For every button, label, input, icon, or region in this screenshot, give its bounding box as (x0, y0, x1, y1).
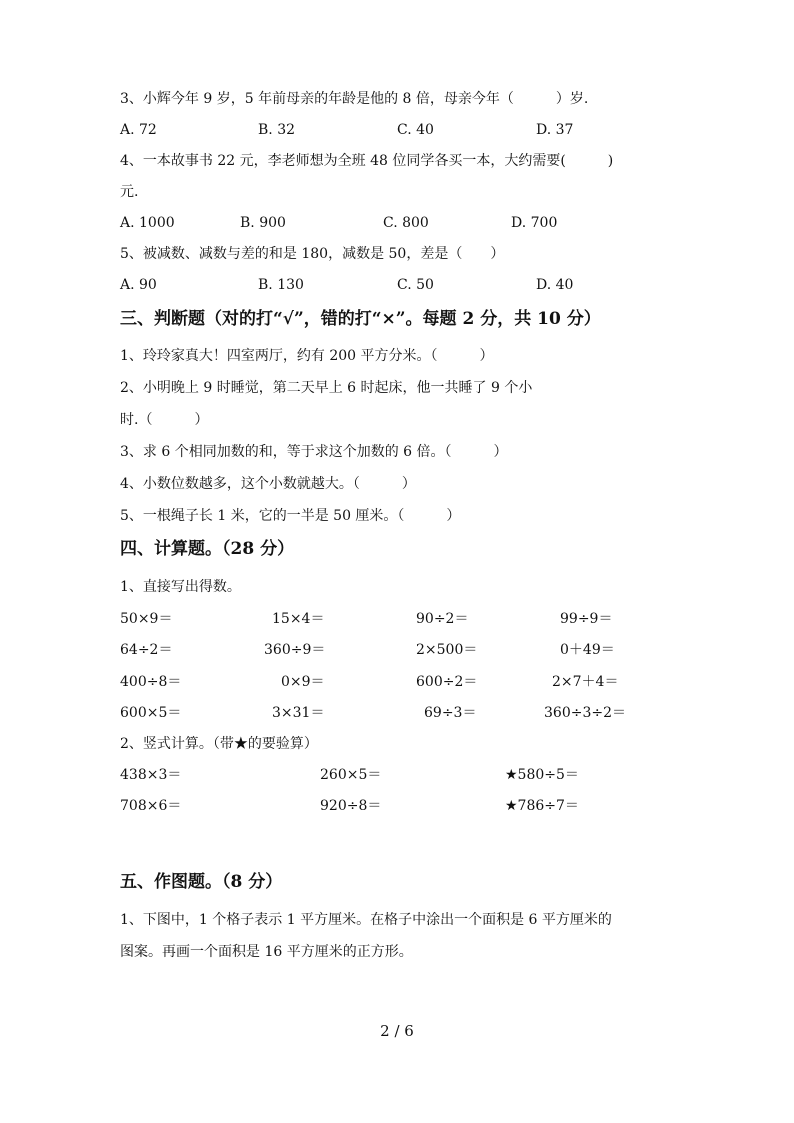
drawing-question-line-1: 1、下图中，1 个格子表示 1 平方厘米。在格子中涂出一个面积是 6 平方厘米的 (120, 912, 612, 928)
question-5-text: 5、被减数、减数与差的和是 180，减数是 50，差是（ ） (120, 246, 505, 262)
q5-option-a: A. 90 (120, 277, 157, 293)
q3-option-d: D. 37 (536, 122, 574, 138)
calc-r2-c2: 360÷9＝ (264, 642, 326, 658)
vertical-r1-c1: 438×3＝ (120, 767, 182, 783)
vertical-calc-label: 2、竖式计算。（带★的要验算） (120, 736, 318, 752)
calc-r4-c2: 3×31＝ (272, 705, 325, 721)
q3-option-b: B. 32 (258, 122, 296, 138)
calc-r1-c2: 15×4＝ (272, 611, 325, 627)
judgment-item-4: 4、小数位数越多，这个小数就越大。（ ） (120, 476, 416, 492)
judgment-item-1: 1、玲玲家真大！四室两厅，约有 200 平方分米。（ ） (120, 348, 494, 364)
drawing-question-line-2: 图案。再画一个面积是 16 平方厘米的正方形。 (120, 944, 413, 960)
question-4-text: 4、一本故事书 22 元，李老师想为全班 48 位同学各买一本，大约需要( ) (120, 153, 614, 169)
calc-r3-c2: 0×9＝ (281, 674, 325, 690)
calc-r3-c3: 600÷2＝ (416, 674, 478, 690)
judgment-item-2: 2、小明晚上 9 时睡觉，第二天早上 6 时起床，他一共睡了 9 个小 (120, 380, 533, 396)
q4-option-b: B. 900 (240, 215, 286, 231)
q4-option-c: C. 800 (383, 215, 429, 231)
calc-r4-c1: 600×5＝ (120, 705, 182, 721)
vertical-r2-c2: 920÷8＝ (320, 798, 382, 814)
judgment-section-heading: 三、判断题（对的打“√”，错的打“×”。每题 2 分，共 10 分） (120, 309, 601, 329)
judgment-item-3: 3、求 6 个相同加数的和，等于求这个加数的 6 倍。（ ） (120, 444, 508, 460)
drawing-section-heading: 五、作图题。（8 分） (120, 872, 283, 892)
question-3-text: 3、小辉今年 9 岁，5 年前母亲的年龄是他的 8 倍，母亲今年（ ）岁. (120, 91, 589, 107)
judgment-item-5: 5、一根绳子长 1 米，它的一半是 50 厘米。（ ） (120, 508, 461, 524)
vertical-r1-c2: 260×5＝ (320, 767, 382, 783)
calc-r2-c1: 64÷2＝ (120, 642, 173, 658)
calc-r3-c4: 2×7＋4＝ (552, 674, 619, 690)
calc-r2-c3: 2×500＝ (416, 642, 478, 658)
calc-r4-c3: 69÷3＝ (424, 705, 477, 721)
calc-r1-c1: 50×9＝ (120, 611, 173, 627)
vertical-r2-c1: 708×6＝ (120, 798, 182, 814)
question-4-continuation: 元. (120, 184, 139, 200)
judgment-item-2-continuation: 时.（ ） (120, 412, 209, 428)
page-number: 2 / 6 (380, 1022, 414, 1040)
q5-option-c: C. 50 (397, 277, 434, 293)
vertical-r2-c3: ★786÷7＝ (505, 798, 579, 814)
calc-r1-c4: 99÷9＝ (560, 611, 613, 627)
q5-option-b: B. 130 (258, 277, 304, 293)
calc-r2-c4: 0＋49＝ (560, 642, 615, 658)
q3-option-c: C. 40 (397, 122, 434, 138)
q4-option-a: A. 1000 (120, 215, 175, 231)
direct-calc-label: 1、直接写出得数。 (120, 579, 241, 595)
q3-option-a: A. 72 (120, 122, 157, 138)
q4-option-d: D. 700 (511, 215, 558, 231)
calc-r4-c4: 360÷3÷2＝ (544, 705, 626, 721)
vertical-r1-c3: ★580÷5＝ (505, 767, 579, 783)
q5-option-d: D. 40 (536, 277, 574, 293)
calculation-section-heading: 四、计算题。（28 分） (120, 539, 295, 559)
calc-r1-c3: 90÷2＝ (416, 611, 469, 627)
calc-r3-c1: 400÷8＝ (120, 674, 182, 690)
